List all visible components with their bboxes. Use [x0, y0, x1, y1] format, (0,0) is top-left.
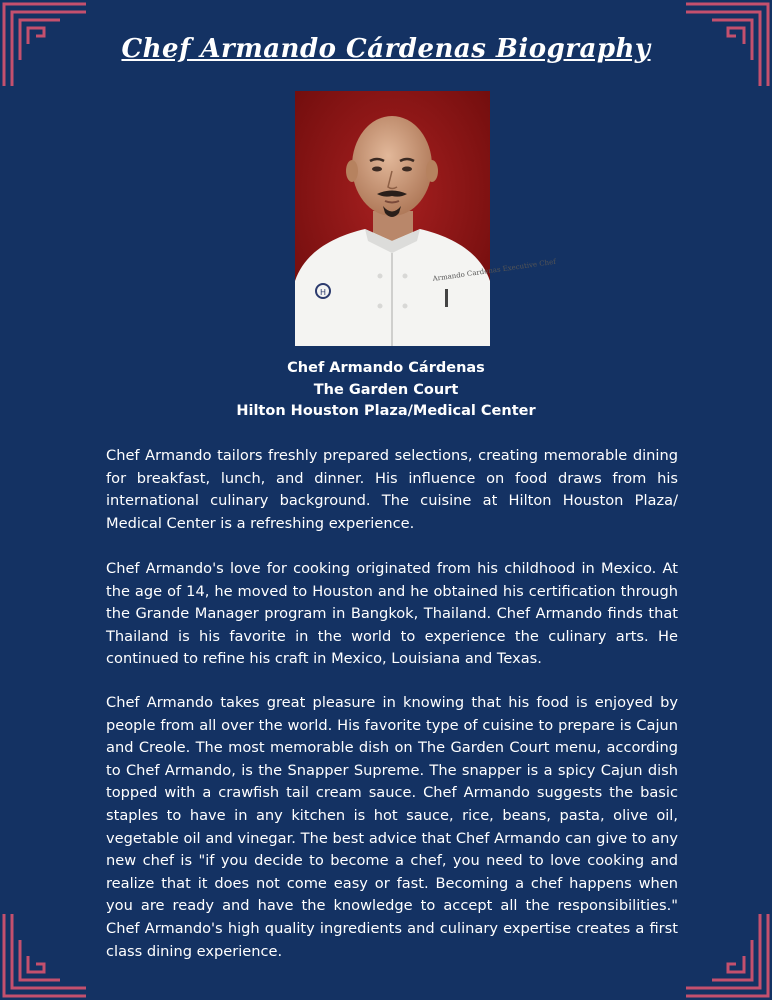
- svg-text:H: H: [320, 288, 327, 297]
- corner-ornament-bottom-left: [0, 910, 90, 1000]
- photo-caption: [0, 358, 772, 423]
- bio-paragraph: Chef Armando tailors freshly prepared selections, creating memorable dining for breakfast, lunch, and dinner. His influence on food draws from his international culinary background. The cuisine at Hilton Houston Plaza/ Medical Center is a refreshing experience.: [106, 447, 678, 532]
- chef-photo: [295, 91, 557, 346]
- corner-ornament-bottom-right: [682, 910, 772, 1000]
- bio-paragraph: Chef Armando's love for cooking originated from his childhood in Mexico. At the age of 14, he moved to Houston and he obtained his certification through the Grande Manager program in Bangkok, Thailand. Chef Armando finds that Thailand is his favorite in the world to experience the culinary arts. He continued to refine his craft in Mexico, Louisiana and Texas.: [106, 560, 678, 668]
- bio-paragraph: Chef Armando takes great pleasure in knowing that his food is enjoyed by people from all over the world. His favorite type of cuisine to prepare is Cajun and Creole. The most memorable dish on The Garden Court menu, according to Chef Armando, is the Snapper Supreme. The snapper is a spicy Cajun dish topped with a crawfish tail cream sauce. Chef Armando suggests the basic staples to have in any kitchen is hot sauce, rice, beans, pasta, olive oil, vegetable oil and vinegar. The best advice that Chef Armando can give to any new chef is "if you decide to become a chef, you need to love cooking and realize that it does not come easy or fast. Becoming a chef happens when you are ready and have the knowledge to accept all the responsibilities." Chef Armando's high quality ingredients and culinary expertise creates a first class dining experience.: [106, 694, 678, 960]
- caption-hotel: Hilton Houston Plaza/Medical Center: [236, 403, 536, 419]
- caption-chef-name: Chef Armando Cárdenas: [287, 360, 485, 376]
- jacket-embroidery: Armando Cardenas Executive Chef: [432, 257, 557, 283]
- caption-venue: The Garden Court: [313, 381, 459, 398]
- page-title: Chef Armando Cárdenas Biography: [121, 34, 651, 64]
